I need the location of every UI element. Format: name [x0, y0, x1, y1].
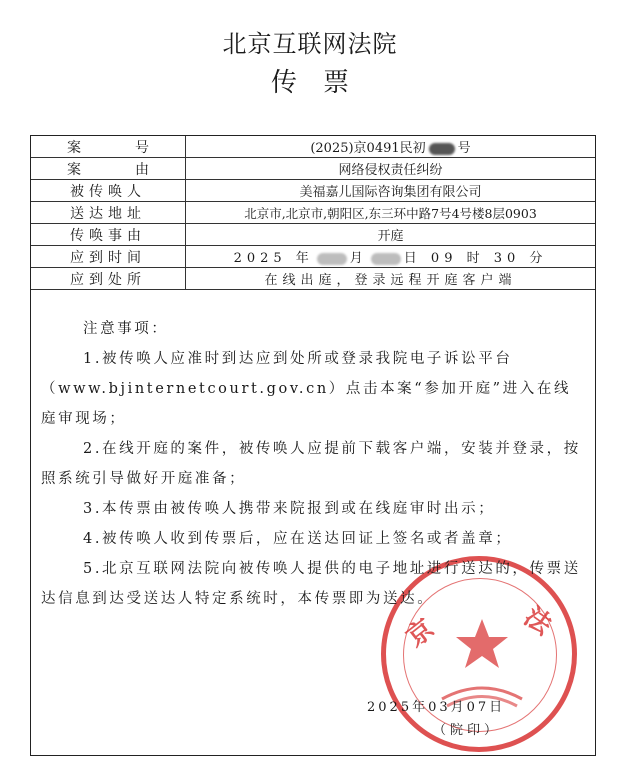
label-case-b: 号 [135, 139, 149, 156]
seal-text-left: 京 [401, 613, 441, 654]
label-matter: 传唤事由 [70, 227, 146, 244]
summons-sheet [30, 135, 596, 756]
notice-item-4: 4.被传唤人收到传票后，应在送达回证上签名或者盖章； [83, 531, 513, 547]
redaction-mark [317, 253, 347, 265]
notice-item-3: 3.本传票由被传唤人携带来院报到或在线庭审时出示； [83, 501, 496, 517]
label-summoned: 被传唤人 [70, 183, 146, 200]
label-time: 应到时间 [70, 249, 146, 266]
place-value: 在线出庭，登录远程开庭客户端 [186, 268, 596, 290]
table-row-summoned [31, 180, 595, 202]
redaction-mark [429, 143, 455, 155]
label-cause-b: 由 [135, 161, 149, 178]
label-case-a: 案 [67, 139, 81, 156]
table-row-cause [31, 158, 595, 180]
court-name: 北京互联网法院 [222, 30, 398, 58]
notice-section [41, 314, 587, 614]
notice-item-1: 1.被传唤人应准时到达应到处所或登录我院电子诉讼平台（www.bjinternetcourt.gov.cn）点击本案“参加开庭”进入在线庭审现场； [41, 351, 572, 427]
table-row-time [31, 246, 595, 268]
time-month-unit: 月 [349, 251, 368, 266]
table-row-address [31, 202, 595, 224]
issue-date: 2025年03月07日 [367, 700, 506, 715]
table-row-matter [31, 224, 595, 246]
case-no-suffix: 号 [457, 141, 471, 156]
matter-value: 开庭 [186, 224, 596, 246]
time-year: 2025 年 [233, 251, 314, 266]
notice-item-5: 5.北京互联网法院向被传唤人提供的电子地址进行送达的，传票送达信息到达受送达人特定系统时，本传票即为送达。 [41, 561, 581, 607]
notice-item-2: 2.在线开庭的案件，被传唤人应提前下载客户端，安装并登录，按照系统引导做好开庭准备； [41, 441, 581, 487]
redaction-mark [371, 253, 401, 265]
seal-label: （院印） [433, 723, 502, 738]
label-address: 送达地址 [70, 205, 146, 222]
time-day-unit: 日 09 时 30 分 [403, 251, 548, 266]
cause-value: 网络侵权责任纠纷 [186, 158, 596, 180]
label-cause-a: 案 [67, 161, 81, 178]
document-type-title: 传票 [270, 68, 375, 98]
case-no-prefix: (2025)京0491民初 [310, 141, 426, 156]
table-row-case-no [31, 136, 595, 158]
label-place: 应到处所 [70, 271, 146, 288]
notice-title: 注意事项： [83, 321, 169, 337]
seal-text-right: 法 [518, 601, 557, 642]
address-value: 北京市,北京市,朝阳区,东三环中路7号4号楼8层0903 [186, 202, 596, 224]
star-emblem-icon [452, 615, 512, 675]
case-info-table [31, 136, 595, 290]
table-row-place [31, 268, 595, 290]
summoned-value: 美福嘉儿国际咨询集团有限公司 [186, 180, 596, 202]
